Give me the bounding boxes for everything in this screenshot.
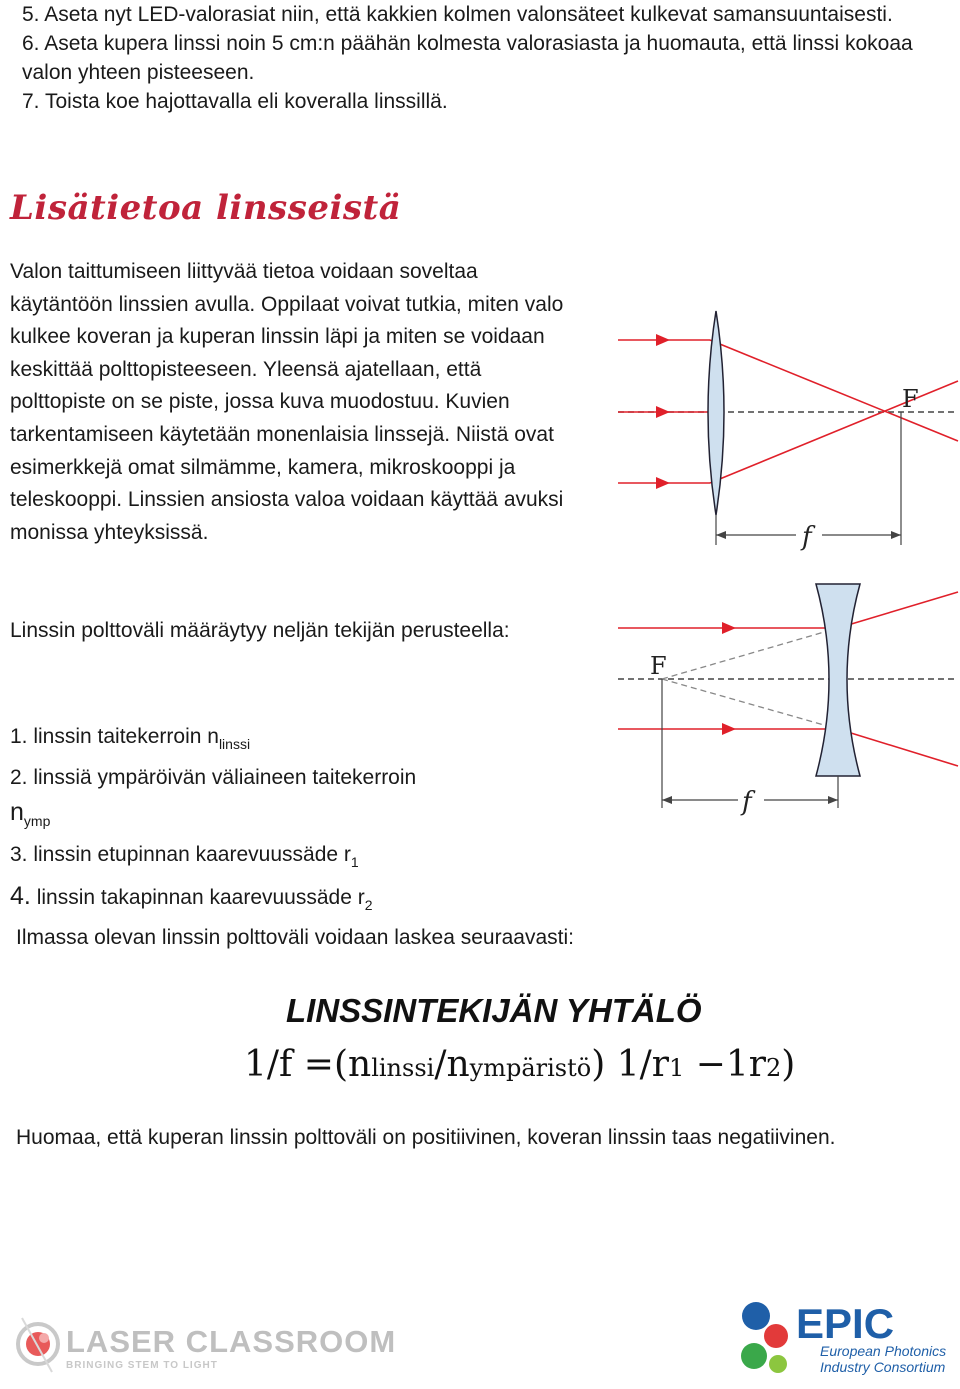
concave-lens bbox=[816, 584, 860, 776]
epic-dots-icon bbox=[741, 1302, 788, 1373]
step-list bbox=[22, 0, 922, 116]
concave-lens-diagram bbox=[612, 578, 960, 828]
epic-line2: Industry Consortium bbox=[820, 1359, 946, 1375]
factor-1: 1. linssin taitekerroin $n_{linssi}$ bbox=[10, 725, 251, 752]
factor-2: 2. linssiä ympäröivän väliaineen taitekerroin $n_{ymp}$ bbox=[10, 766, 417, 829]
concave-focus-label: F bbox=[650, 652, 667, 680]
factor-3: 3. linssin etupinnan kaarevuussäde $r_1$ bbox=[10, 843, 359, 870]
laser-classroom-emblem-icon bbox=[18, 1318, 58, 1372]
convex-length-label: f bbox=[802, 522, 812, 552]
equation-title: LINSSINTEKIJÄN YHTÄLÖ bbox=[286, 992, 702, 1029]
focal-factors-list bbox=[10, 720, 570, 922]
section-heading: Lisätietoa linsseistä bbox=[10, 188, 402, 228]
step-5: 5. Aseta nyt LED-valorasiat niin, että kakkien kolmen valonsäteet kulkevat samansuuntaisesti. bbox=[22, 3, 893, 26]
lensmaker-equation: 1/f =(nlinssi/nympäristö) 1/r1 −1r2) bbox=[244, 1044, 796, 1085]
intro-paragraph: Valon taittumiseen liittyvää tietoa voidaan soveltaa käytäntöön linssien avulla. Oppilaat voivat tutkia, miten valo kulkee koveran ja kuperan linssin läpi ja miten se voidaan keskittää polttopisteeseen. Yleensä ajatellaan, että polttopiste on se piste, jossa kuva muodostuu. Kuvien tarkentamiseen käytetään monenlaisia linssejä. Niistä ovat esimerkkejä omat silmämme, kamera, mikroskooppi ja teleskooppi. Linssien ansiosta valoa voidaan käyttää avuksi monissa yhteyksissä. bbox=[10, 260, 564, 544]
focal-factors-lead: Linssin polttoväli määräytyy neljän tekijän perusteella: bbox=[10, 619, 510, 642]
convex-ray-arrows bbox=[656, 334, 670, 489]
epic-name: EPIC bbox=[796, 1300, 895, 1347]
calculation-intro: Ilmassa olevan linssin polttoväli voidaan laskea seuraavasti: bbox=[16, 926, 574, 949]
epic-line1: European Photonics bbox=[820, 1343, 947, 1359]
epic-logo bbox=[738, 1298, 960, 1378]
concave-length-label: f bbox=[742, 787, 752, 817]
laser-classroom-name: LASER CLASSROOM bbox=[66, 1324, 397, 1359]
laser-classroom-logo bbox=[8, 1308, 397, 1378]
step-7: 7. Toista koe hajottavalla eli koveralla linssillä. bbox=[22, 90, 448, 113]
convex-lens bbox=[708, 311, 724, 515]
sign-note: Huomaa, että kuperan linssin polttoväli on positiivinen, koveran linssin taas negatiivinen. bbox=[16, 1126, 836, 1149]
laser-classroom-tagline: BRINGING STEM TO LIGHT bbox=[66, 1360, 218, 1371]
convex-focus-label: F bbox=[902, 385, 919, 413]
convex-lens-diagram bbox=[612, 305, 960, 555]
step-6: 6. Aseta kupera linssi noin 5 cm:n päähän kolmesta valorasiasta ja huomauta, että linssi kokoaa valon yhteen pisteeseen. bbox=[22, 32, 913, 84]
factor-4: 4. linssin takapinnan kaarevuussäde $r_2$ bbox=[10, 882, 373, 913]
